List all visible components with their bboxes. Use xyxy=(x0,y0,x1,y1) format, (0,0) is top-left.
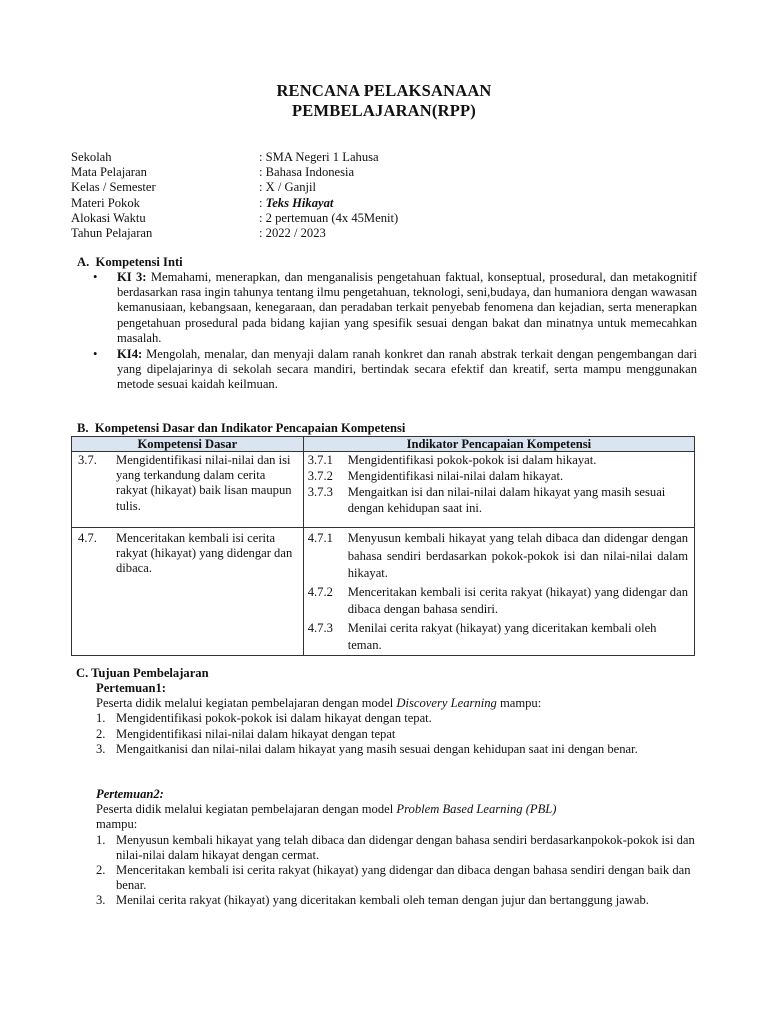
info-row xyxy=(71,180,398,195)
info-label: Materi Pokok xyxy=(71,195,140,210)
ipk-cell xyxy=(303,452,694,528)
model-name: Discovery Learning xyxy=(396,696,497,711)
ipk-number: 3.7.2 xyxy=(307,469,333,484)
identity-block xyxy=(71,150,398,241)
list-text: Menyusun kembali hikayat yang telah dibaca dan didengar dengan bahasa sendiri berdasarkanpokok-pokok isi dan nilai-nilai dalam hikayat dengan cermat. xyxy=(116,832,695,862)
info-label: Tahun Pelajaran xyxy=(71,225,153,240)
title-line-2: PEMBELAJARAN(RPP) xyxy=(292,101,476,120)
list-number: 2. xyxy=(96,726,106,741)
list-number: 1. xyxy=(96,832,106,847)
info-label: Kelas / Semester xyxy=(71,180,156,195)
info-label: Mata Pelajaran xyxy=(71,165,147,180)
ipk-cell xyxy=(303,528,694,656)
info-value-prefix: : xyxy=(259,195,266,210)
list-text: Menilai cerita rakyat (hikayat) yang diceritakan kembali oleh teman dengan jujur dan bertanggung jawab. xyxy=(116,893,649,908)
materi-pokok-value: Teks Hikayat xyxy=(265,195,334,210)
ipk-number: 3.7.3 xyxy=(307,485,333,500)
ki3-label: KI 3: xyxy=(117,270,147,284)
pertemuan-1-intro xyxy=(76,696,696,711)
info-value: : 2 pertemuan (4x 45Menit) xyxy=(259,210,399,225)
kd-text: Menceritakan kembali isi cerita rakyat (hikayat) yang didengar dan dibaca. xyxy=(116,531,293,576)
ipk-text: Mengidentifikasi pokok-pokok isi dalam hikayat. xyxy=(347,453,597,467)
kompetensi-inti-list xyxy=(93,270,697,393)
list-text: Mengaitkanisi dan nilai-nilai dalam hikayat yang masih sesuai dengan kehidupan saat ini dengan benar. xyxy=(116,741,638,756)
info-value: : Bahasa Indonesia xyxy=(259,165,355,180)
list-text: Menceritakan kembali isi cerita rakyat (hikayat) yang didengar dan dibaca dengan bahasa sendiri dengan baik dan benar. xyxy=(116,863,691,893)
model-name: Problem Based Learning (PBL) xyxy=(396,802,557,817)
list-item xyxy=(76,863,696,893)
info-row xyxy=(71,165,398,180)
title-line-1: RENCANA PELAKSANAAN xyxy=(276,81,492,100)
table-row xyxy=(72,452,695,528)
list-item xyxy=(76,711,696,726)
ipk-number: 4.7.2 xyxy=(307,584,333,599)
pertemuan-1-block xyxy=(76,681,696,757)
kd-number: 4.7. xyxy=(78,531,97,545)
intro-text-end: mampu: xyxy=(496,696,542,711)
info-row xyxy=(71,150,398,165)
list-number: 3. xyxy=(96,741,106,756)
ipk-number: 3.7.1 xyxy=(307,453,333,467)
kd-cell xyxy=(72,452,304,528)
kd-cell xyxy=(72,528,304,656)
info-value xyxy=(259,196,333,211)
kd-ipk-table xyxy=(71,436,695,656)
kd-number: 3.7. xyxy=(78,453,97,467)
ki3-item xyxy=(93,270,697,346)
pertemuan-1-title: Pertemuan1: xyxy=(96,681,166,695)
info-row xyxy=(71,196,398,211)
list-text: Mengidentifikasi nilai-nilai dalam hikayat dengan tepat xyxy=(116,726,396,741)
ipk-text: Menceritakan kembali isi cerita rakyat (hikayat) yang didengar dan dibaca dengan bahasa sendiri. xyxy=(347,584,688,616)
col-header-kd: Kompetensi Dasar xyxy=(72,437,304,452)
info-value: : SMA Negeri 1 Lahusa xyxy=(259,150,379,164)
section-a-heading: A. Kompetensi Inti xyxy=(77,255,183,269)
ki4-item xyxy=(93,347,697,393)
info-label: Alokasi Waktu xyxy=(71,210,146,225)
table-row xyxy=(72,528,695,656)
kd-text: Mengidentifikasi nilai-nilai dan isi yang terkandung dalam cerita rakyat (hikayat) baik lisan maupun tulis. xyxy=(116,453,292,513)
intro-text: Peserta didik melalui kegiatan pembelajaran dengan model xyxy=(96,696,397,711)
pertemuan-2-title: Pertemuan2: xyxy=(96,787,164,801)
info-value: : X / Ganjil xyxy=(259,180,317,195)
info-value: : 2022 / 2023 xyxy=(259,225,326,240)
intro-text: Peserta didik melalui kegiatan pembelajaran dengan model xyxy=(96,802,397,817)
pertemuan-2-intro-end: mampu: xyxy=(96,817,138,832)
ipk-text: Mengaitkan isi dan nilai-nilai dalam hikayat yang masih sesuai dengan kehidupan saat ini. xyxy=(347,485,666,515)
info-row xyxy=(71,226,398,241)
section-c-heading: C. Tujuan Pembelajaran xyxy=(76,666,209,680)
list-text: Mengidentifikasi pokok-pokok isi dalam hikayat dengan tepat. xyxy=(116,711,432,726)
document-title xyxy=(0,81,768,121)
list-number: 2. xyxy=(96,863,106,878)
ipk-text: Mengidentifikasi nilai-nilai dalam hikayat. xyxy=(347,469,564,484)
section-b-heading: B. Kompetensi Dasar dan Indikator Pencapaian Kompetensi xyxy=(77,421,406,435)
pertemuan-2-block xyxy=(76,787,696,909)
info-label: Sekolah xyxy=(71,150,112,164)
ipk-text: Menilai cerita rakyat (hikayat) yang diceritakan kembali oleh teman. xyxy=(347,620,657,652)
list-item xyxy=(76,893,696,908)
bullet-icon: • xyxy=(93,347,98,362)
info-row xyxy=(71,211,398,226)
ipk-number: 4.7.3 xyxy=(307,620,333,635)
list-number: 3. xyxy=(96,893,106,908)
ipk-text: Menyusun kembali hikayat yang telah dibaca dan didengar dengan bahasa sendiri berdasarkan pokok-pokok isi dan nilai-nilai dalam hikayat. xyxy=(347,531,688,580)
ki4-label: KI4: xyxy=(117,347,143,362)
bullet-icon: • xyxy=(93,270,98,284)
list-item xyxy=(76,833,696,863)
ki4-text: Mengolah, menalar, dan menyaji dalam ranah konkret dan ranah abstrak terkait dengan pengembangan dari yang dipelajarinya di sekolah secara mandiri, bertindak secara efektif dan kreatif, serta mampu menggunakan metode sesuai kaidah keilmuan. xyxy=(117,347,697,392)
ipk-number: 4.7.1 xyxy=(307,531,333,545)
list-number: 1. xyxy=(96,711,106,726)
list-item xyxy=(76,742,696,757)
col-header-ipk: Indikator Pencapaian Kompetensi xyxy=(303,437,694,452)
list-item xyxy=(76,727,696,742)
pertemuan-2-intro xyxy=(76,802,696,817)
table-header-row xyxy=(72,437,695,452)
ki3-text: Memahami, menerapkan, dan menganalisis pengetahuan faktual, konseptual, prosedural, dan metakognitif berdasarkan rasa ingin tahunya tentang ilmu pengetahuan, teknologi, seni,budaya, dan humaniora dengan wawasan kemanusiaan, kebangsaan, kenegaraan, dan peradaban terkait penyebab fenomena dan kejadian, serta menerapkan pengetahuan prosedural pada bidang kajian yang spesifik sesuai dengan bakat dan minatnya untuk memecahkan masalah. xyxy=(117,270,697,345)
